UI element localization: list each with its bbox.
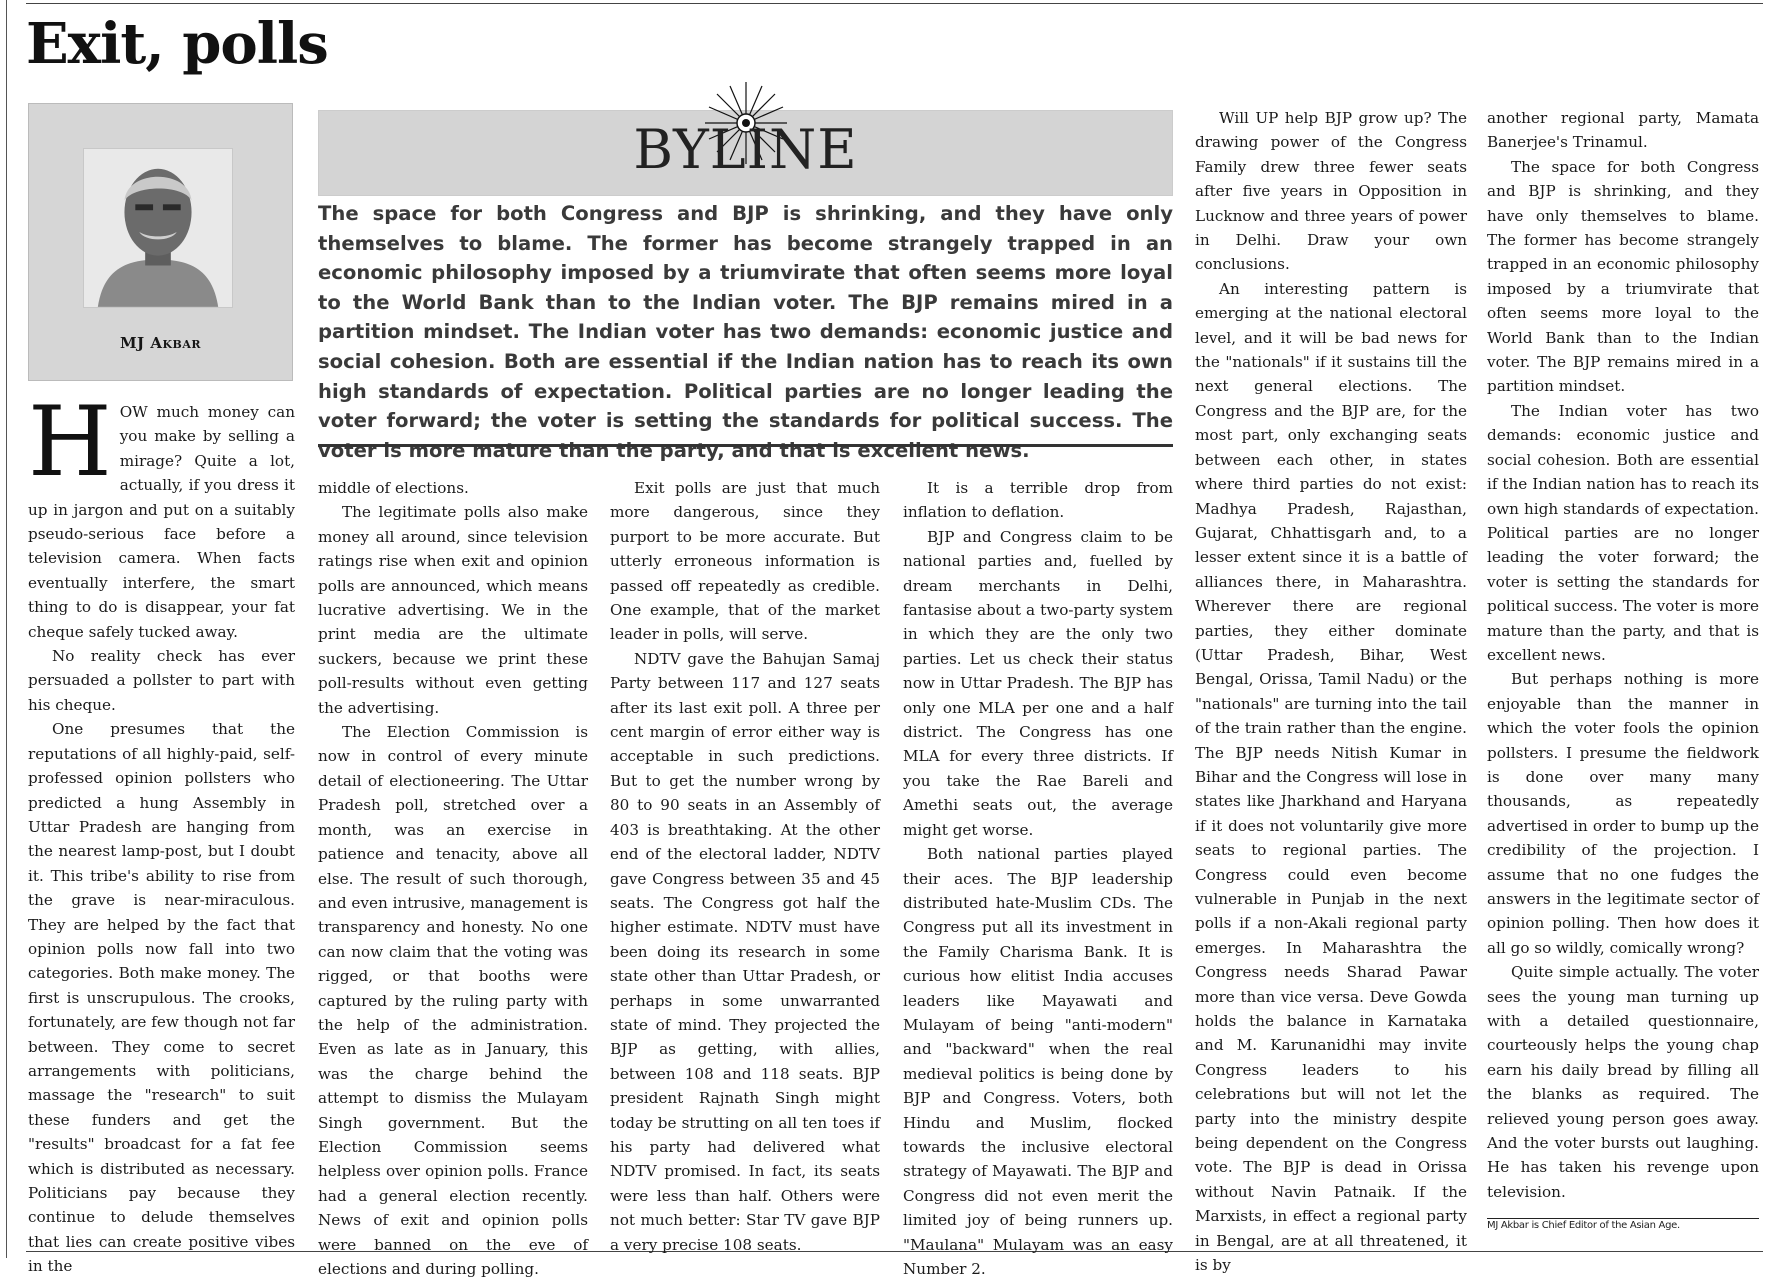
article-paragraph: NDTV gave the Bahujan Samaj Party between 117 and 127 seats after its last exit poll. A three per cent margin of error either way is acceptable in such predictions. But to get the number wrong by 80 to 90 seats in an Assembly of 403 is breathtaking. At the other end of the electoral ladder, NDTV gave Congress between 35 and 45 seats. The Congress got half the higher estimate. NDTV must have been doing its research in some state other than Uttar Pradesh, or perhaps in some unwarranted state of mind. They projected the BJP as getting, with allies, between 108 and 118 seats. BJP president Rajnath Singh might today be strutting on all ten toes if his party had delivered what NDTV promised. In fact, its seats were less than half. Others were not much better: Star TV gave BJP a very precise 108 seats. bbox=[610, 649, 880, 1254]
article-paragraph: Exit polls are just that much more dangerous, since they purport to be more accurate. But utterly erroneous information is passed off repeatedly as credible. One example, that of the market leader in polls, will serve. bbox=[610, 479, 880, 644]
article-paragraph: The legitimate polls also make money all around, since television ratings rise when exit and opinion polls are announced, which means lucrative advertising. We in the print media are the ultimate suckers, because we print these poll-results without even getting the advertising. bbox=[318, 503, 588, 717]
article-paragraph: But perhaps nothing is more enjoyable than the manner in which the voter fools the opinion pollsters. I presume the fieldwork is done over many many thousands, as repeatedly advertised in order to bump up the credibility of the projection. I assume that no one fudges the answers in the legitimate sector of opinion polling. Then how does it all go so wildly, comically wrong? bbox=[1487, 670, 1759, 957]
footnote-rule bbox=[1487, 1218, 1759, 1219]
author-box bbox=[28, 103, 293, 381]
article-column-3 bbox=[610, 476, 880, 1257]
article-paragraph: The Indian voter has two demands: economic justice and social cohesion. Both are essential if the Indian nation has to reach its own high standards of expectation. Political parties are no longer leading the voter forward; the voter is setting the standards for political success. The voter is more mature than the party, and that is excellent news. bbox=[1487, 401, 1759, 664]
article-paragraph: An interesting pattern is emerging at the national electoral level, and it will be bad news for the "nationals" if it sustains till the next general elections. The Congress and the BJP are, for the most part, only exchanging seats between each other, in states where third parties do not exist: Madhya Pradesh, Rajasthan, Gujarat, Chhattisgarh and, to a lesser extent since it is a battle of alliances there, in Maharashtra. Wherever there are regional parties, they either dominate (Uttar Pradesh, Bihar, West Bengal, Orissa, Tamil Nadu) or the "nationals" are turning into the tail of the train rather than the engine. The BJP needs Nitish Kumar in Bihar and the Congress will lose in states like Jharkhand and Haryana if it does not voluntarily give more seats to regional parties. The Congress could even become vulnerable in Punjab in the next polls if a non-Akali regional party emerges. In Maharashtra the Congress needs Sharad Pawar more than vice versa. Deve Gowda holds the balance in Karnataka and M. Karunanidhi may invite Congress leaders to his celebrations but will not let the party into the ministry despite being dependent on the Congress vote. The BJP is dead in Orissa without Navin Patnaik. If the Marxists, in effect a regional party in Bengal, are at all threatened, it is by bbox=[1195, 279, 1467, 1275]
article-column-1 bbox=[28, 386, 295, 1279]
byline-header bbox=[318, 80, 1173, 196]
article-paragraph: Will UP help BJP grow up? The drawing power of the Congress Family drew three fewer seats after five years in Opposition in Lucknow and three years of power in Delhi. Draw your own conclusions. bbox=[1195, 109, 1467, 274]
article-paragraph: Quite simple actually. The voter sees the young man turning up with a detailed questionnaire, courteously helps the young chap earn his daily bread by filling all the blanks as required. The relieved young person goes away. And the voter bursts out laughing. He has taken his revenge upon television. bbox=[1487, 963, 1759, 1201]
author-footnote: MJ Akbar is Chief Editor of the Asian Age. bbox=[1487, 1220, 1680, 1231]
article-column-4 bbox=[903, 476, 1173, 1281]
article-paragraph bbox=[28, 386, 295, 644]
pull-quote-rule bbox=[318, 444, 1173, 447]
page-left-border bbox=[6, 0, 7, 1258]
article-paragraph: another regional party, Mamata Banerjee's Trinamul. bbox=[1487, 109, 1759, 152]
article-paragraph: BJP and Congress claim to be national parties and, fuelled by dream merchants in Delhi, fantasise about a two-party system in which they are the only two parties. Let us check their status now in Uttar Pradesh. The BJP has only one MLA per one and a half district. The Congress has one MLA for every three districts. If you take the Rae Bareli and Amethi seats out, the average might get worse. bbox=[903, 527, 1173, 839]
article-paragraph: Both national parties played their aces. The BJP leadership distributed hate-Muslim CDs. The Congress put all its investment in the Family Charisma Bank. It is curious how elitist India accuses leaders like Mayawati and Mulayam of being "anti-modern" and "backward" when the real medieval politics is being done by BJP and Congress. Voters, both Hindu and Muslim, flocked towards the inclusive electoral strategy of Mayawati. The BJP and Congress did not even merit the limited joy of being runners up. "Maulana" Mulayam was an easy Number 2. bbox=[903, 845, 1173, 1278]
paragraph-text: OW much money can you make by selling a mirage? Quite a lot, actually, if you dress it up in jargon and put on a suitably pseudo-serious face before a television camera. When facts eventually interfere, the smart thing to do is disappear, your fat cheque safely tucked away. bbox=[28, 403, 295, 641]
article-column-5 bbox=[1195, 106, 1467, 1278]
byline-title: BYLINE bbox=[633, 118, 858, 181]
article-column-6 bbox=[1487, 106, 1759, 1204]
drop-cap: H bbox=[28, 386, 112, 498]
author-photo bbox=[83, 148, 233, 308]
article-paragraph: No reality check has ever persuaded a pollster to part with his cheque. bbox=[28, 647, 295, 714]
article-column-2 bbox=[318, 476, 588, 1281]
article-paragraph: It is a terrible drop from inflation to deflation. bbox=[903, 479, 1173, 522]
article-paragraph: The Election Commission is now in control of every minute detail of electioneering. The Uttar Pradesh poll, stretched over a month, was an exercise in patience and tenacity, above all else. The result of such thorough, and even intrusive, management is transparency and honesty. No one can now claim that the voting was rigged, or that booths were captured by the ruling party with the help of the administration. Even as late as in January, this was the charge behind the attempt to dismiss the Mulayam Singh government. But the Election Commission seems helpless over opinion polls. France had a general election recently. News of exit and opinion polls were banned on the eve of elections and during polling. bbox=[318, 723, 588, 1278]
article-paragraph: The space for both Congress and BJP is shrinking, and they have only themselves to blame. The former has become strangely trapped in an economic philosophy imposed by a triumvirate that often seems more loyal to the World Bank than to the Indian voter. The BJP remains mired in a partition mindset. bbox=[1487, 157, 1759, 396]
author-photo-illustration bbox=[84, 149, 232, 307]
page-top-rule bbox=[26, 3, 1763, 4]
headline: Exit, polls bbox=[26, 11, 328, 77]
author-name: MJ Akbar bbox=[119, 334, 202, 352]
article-paragraph: One presumes that the reputations of all highly-paid, self-professed opinion pollsters who predicted a hung Assembly in Uttar Pradesh are hanging from the nearest lamp-post, but I doubt it. This tribe's ability to rise from the grave is near-miraculous. They are helped by the fact that opinion polls now fall into two categories. Both make money. The first is unscrupulous. The crooks, fortunately, are few though not far between. They come to secret arrangements with politicians, massage the "research" to suit these funders and get the "results" broadcast for a fat fee which is distributed as necessary. Politicians pay because they continue to delude themselves that lies can create positive vibes in the bbox=[28, 720, 295, 1276]
article-paragraph: middle of elections. bbox=[318, 479, 469, 497]
pull-quote: The space for both Congress and BJP is shrinking, and they have only themselves to blame. The former has become strangely trapped in an economic philosophy imposed by a triumvirate that often seems more loyal to the World Bank than to the Indian voter. The BJP remains mired in a partition mindset. The Indian voter has two demands: economic justice and social cohesion. Both are essential if the Indian nation has to reach its own high standards of expectation. Political parties are no longer leading the voter forward; the voter is setting the standards for political success. The voter is more mature than the party, and that is excellent news. bbox=[318, 202, 1173, 462]
